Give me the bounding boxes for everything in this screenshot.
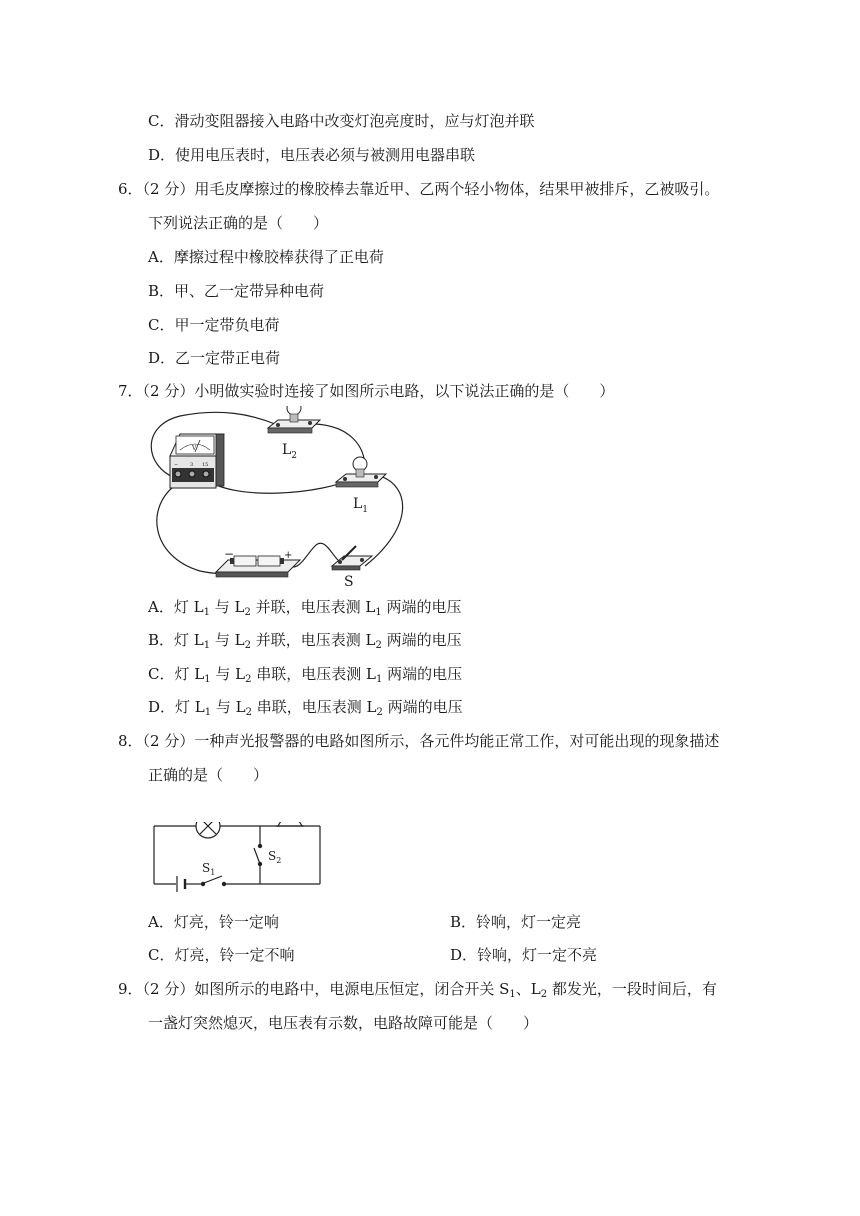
switch-s-label: S: [344, 574, 354, 590]
switch-s2-label: $S_2$: [268, 849, 282, 865]
lamp-l1-label: $L_1$: [353, 496, 369, 515]
question-8-stem-cont: 正确的是（ ）: [148, 766, 269, 784]
question-6-stem-cont: 下列说法正确的是（ ）: [148, 214, 329, 232]
question-9-stem-cont: 一盏灯突然熄灭，电压表有示数，电路故障可能是（ ）: [148, 1014, 539, 1032]
question-8-stem: 8．（2 分）一种声光报警器的电路如图所示，各元件均能正常工作，对可能出现的现象描述: [118, 732, 720, 750]
question-7-option-c: C．灯 $L_1$ 与 $L_2$ 串联，电压表测 $L_1$ 两端的电压: [148, 665, 463, 685]
svg-text:3: 3: [190, 462, 194, 468]
battery-minus-label: −: [224, 547, 235, 561]
question-7-option-a: A．灯 $L_1$ 与 $L_2$ 并联，电压表测 $L_1$ 两端的电压: [148, 598, 462, 618]
question-7-stem: 7．（2 分）小明做实验时连接了如图所示电路，以下说法正确的是（ ）: [118, 382, 615, 400]
svg-text:−: −: [174, 462, 179, 468]
switch-s-icon: [332, 546, 372, 570]
question-6-option-c: C．甲一定带负电荷: [148, 316, 280, 334]
question-8-option-d: D．铃响，灯一定不亮: [450, 946, 598, 964]
question-8-option-b: B．铃响，灯一定亮: [450, 913, 582, 931]
lamp-l2-icon: [268, 406, 320, 433]
prev-option-d: D．使用电压表时，电压表必须与被测用电器串联: [148, 146, 476, 164]
svg-text:V: V: [192, 445, 197, 452]
lamp-l2-label: $L_2$: [282, 442, 298, 461]
lamp-l1-icon: [336, 457, 386, 487]
question-7-option-b: B．灯 $L_1$ 与 $L_2$ 并联，电压表测 $L_2$ 两端的电压: [148, 631, 462, 651]
svg-text:15: 15: [202, 462, 209, 468]
question-9-stem: 9．（2 分）如图所示的电路中，电源电压恒定，闭合开关 $S_1$、$L_2$ 都发光，一段时间后，有: [118, 980, 717, 1000]
switch-s2-icon: [254, 844, 262, 865]
lamp-icon: [196, 822, 220, 838]
question-6-stem: 6．（2 分）用毛皮摩擦过的橡胶棒去靠近甲、乙两个轻小物体，结果甲被排斥，乙被吸引。: [118, 180, 720, 198]
battery-plus-label: +: [284, 550, 293, 561]
question-6-option-b: B．甲、乙一定带异种电荷: [148, 282, 325, 300]
question-7-circuit-figure: [140, 406, 420, 590]
switch-s1-label: $S_1$: [202, 861, 216, 877]
question-8-option-a: A．灯亮，铃一定响: [148, 913, 279, 931]
question-6-option-a: A．摩擦过程中橡胶棒获得了正电荷: [148, 248, 384, 266]
prev-option-c: C．滑动变阻器接入电路中改变灯泡亮度时，应与灯泡并联: [148, 112, 535, 130]
voltmeter-icon: [170, 434, 224, 488]
question-6-option-d: D．乙一定带正电荷: [148, 349, 281, 367]
switch-s1-icon: [201, 876, 225, 886]
bell-icon: [276, 822, 304, 826]
question-8-circuit-figure: [150, 822, 326, 892]
question-8-option-c: C．灯亮，铃一定不响: [148, 946, 295, 964]
battery-icon: [177, 876, 185, 892]
question-7-option-d: D．灯 $L_1$ 与 $L_2$ 串联，电压表测 $L_2$ 两端的电压: [148, 698, 463, 718]
